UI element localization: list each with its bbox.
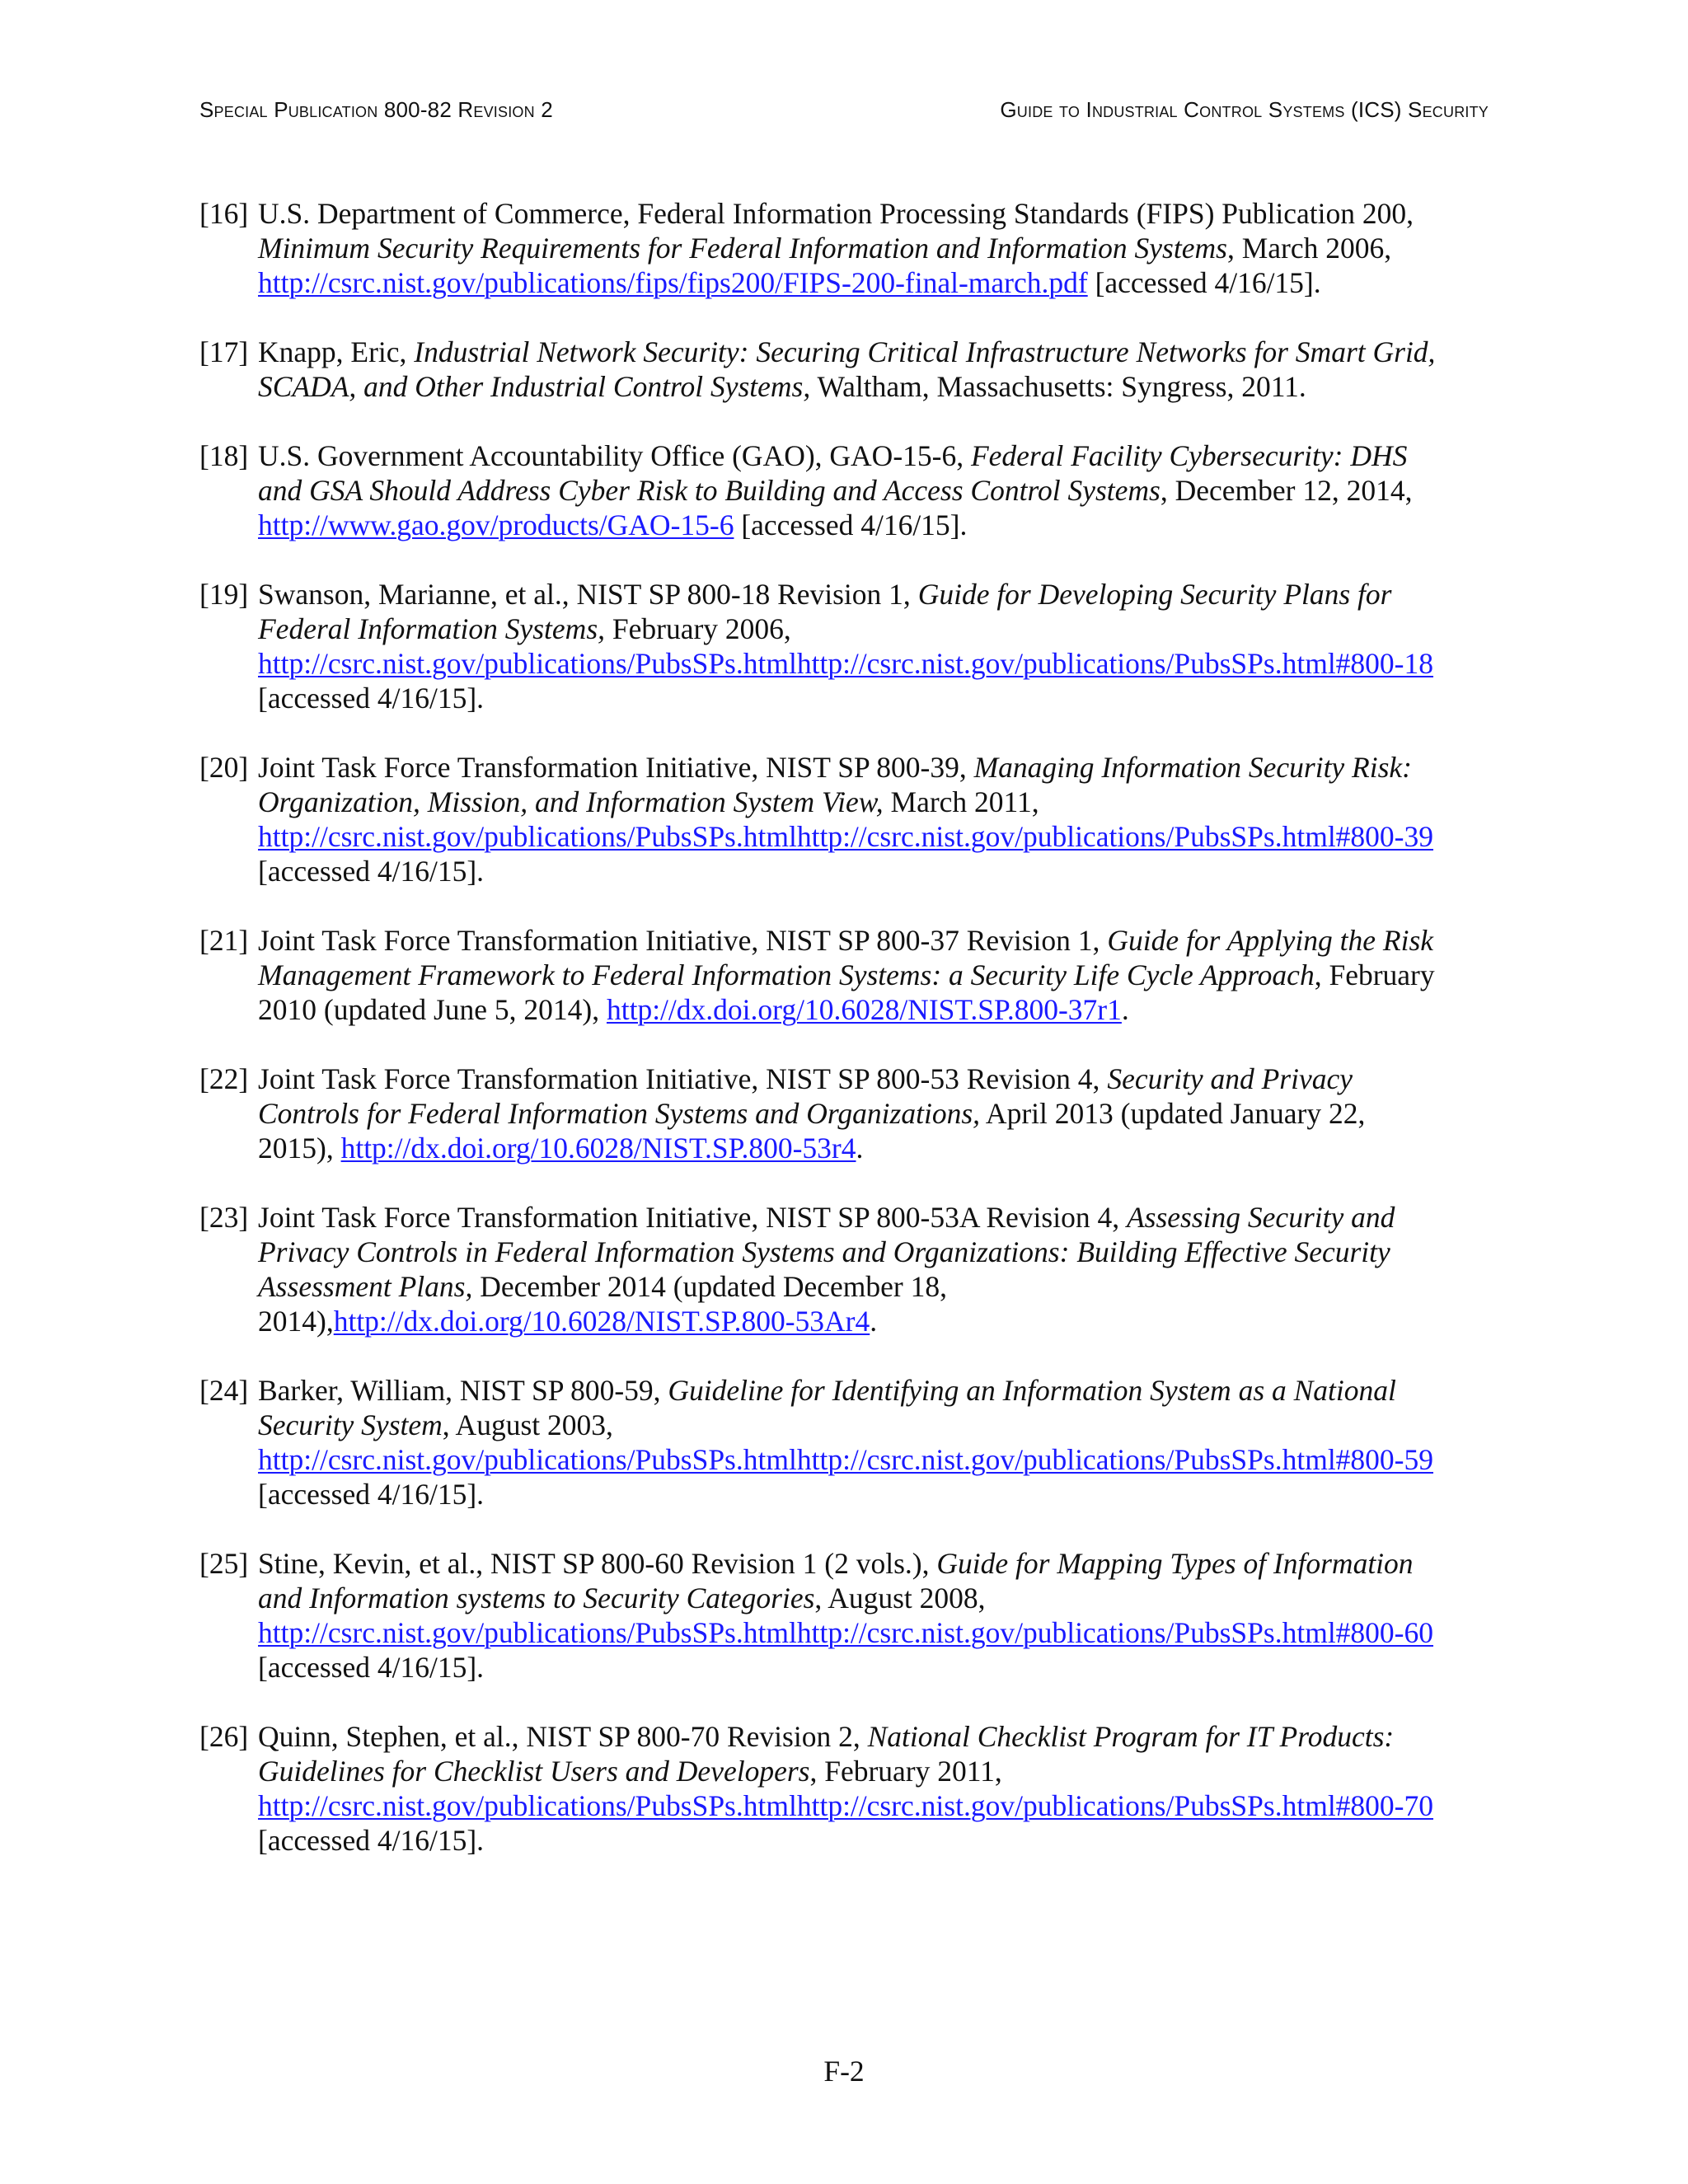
reference-line — [258, 1788, 1498, 1823]
reference-number: [25] — [199, 1547, 249, 1580]
reference-line — [258, 438, 1498, 473]
reference-list — [199, 196, 1498, 1892]
reference-url-link[interactable]: http://csrc.nist.gov/publications/PubsSPs.htmlhttp://csrc.nist.gov/publications/PubsSPs.html#800-39 — [258, 820, 1433, 853]
reference-segment: , August 2003, — [442, 1408, 613, 1441]
reference-title: Controls for Federal Information Systems and Organizations, — [258, 1097, 981, 1130]
reference-url-link[interactable]: http://csrc.nist.gov/publications/PubsSPs.htmlhttp://csrc.nist.gov/publications/PubsSPs.html#800-18 — [258, 647, 1433, 680]
reference-segment: February 2006, — [605, 612, 791, 645]
reference-text — [258, 438, 1498, 542]
reference-segment: . — [870, 1305, 878, 1338]
reference-url-link[interactable]: http://csrc.nist.gov/publications/PubsSPs.htmlhttp://csrc.nist.gov/publications/PubsSPs.html#800-70 — [258, 1789, 1433, 1822]
reference-segment: Joint Task Force Transformation Initiative, NIST SP 800-53A Revision 4, — [258, 1201, 1127, 1234]
reference-title: Guide for Applying the Risk — [1107, 924, 1434, 957]
reference-title: Minimum Security Requirements for Federal Information and Information Systems — [258, 232, 1227, 265]
header-publication-title: Special Publication 800-82 Revision 2 — [199, 97, 553, 122]
reference-number: [22] — [199, 1062, 249, 1095]
reference-title: Privacy Controls in Federal Information Systems and Organizations: Building Effective Security — [258, 1235, 1390, 1268]
reference-segment: [accessed 4/16/15]. — [258, 682, 485, 715]
running-header — [199, 97, 1489, 123]
reference-item — [199, 1719, 1498, 1858]
reference-url-link[interactable]: http://csrc.nist.gov/publications/fips/fips200/FIPS-200-final-march.pdf — [258, 266, 1088, 299]
reference-line — [258, 1200, 1498, 1235]
reference-segment: Joint Task Force Transformation Initiative, NIST SP 800-53 Revision 4, — [258, 1062, 1108, 1095]
reference-line — [258, 1373, 1498, 1408]
page-number: F-2 — [823, 2055, 865, 2088]
reference-title: Guide for Developing Security Plans for — [917, 578, 1392, 611]
reference-title: Guide for Mapping Types of Information — [936, 1547, 1414, 1580]
reference-number: [18] — [199, 439, 249, 472]
reference-line — [258, 646, 1498, 681]
reference-title: Assessing Security and — [1126, 1201, 1395, 1234]
reference-line — [258, 1096, 1498, 1131]
reference-url-link[interactable]: http://dx.doi.org/10.6028/NIST.SP.800-53Ar4 — [333, 1305, 870, 1338]
reference-segment: Barker, William, NIST SP 800-59, — [258, 1374, 668, 1407]
reference-title: National Checklist Program for IT Products: — [867, 1720, 1395, 1753]
reference-segment: Swanson, Marianne, et al., NIST SP 800-18 Revision 1, — [258, 578, 918, 611]
reference-number: [19] — [199, 578, 249, 611]
reference-segment: Quinn, Stephen, et al., NIST SP 800-70 Revision 2, — [258, 1720, 868, 1753]
reference-item — [199, 750, 1498, 888]
reference-line — [258, 369, 1498, 404]
reference-title: and GSA Should Address Cyber Risk to Building and Access Control Systems — [258, 474, 1160, 507]
reference-line — [258, 1131, 1498, 1165]
reference-title: Guideline for Identifying an Information System as a National — [668, 1374, 1396, 1407]
reference-segment: U.S. Government Accountability Office (GAO), GAO-15-6, — [258, 439, 971, 472]
reference-item — [199, 438, 1498, 542]
reference-line — [258, 681, 1498, 715]
reference-segment: , August 2008, — [814, 1582, 986, 1615]
reference-title: Managing Information Security Risk: — [973, 751, 1413, 784]
reference-url-link[interactable]: http://dx.doi.org/10.6028/NIST.SP.800-53r4 — [340, 1132, 856, 1165]
reference-segment: , December 12, 2014, — [1160, 474, 1413, 507]
reference-line — [258, 1062, 1498, 1096]
reference-line — [258, 854, 1498, 888]
reference-url-link[interactable]: http://www.gao.gov/products/GAO-15-6 — [258, 509, 734, 541]
reference-number: [17] — [199, 335, 249, 368]
reference-segment: [accessed 4/16/15]. — [734, 509, 968, 541]
reference-line — [258, 1235, 1498, 1269]
reference-segment: . — [1121, 993, 1129, 1026]
reference-url-link[interactable]: http://dx.doi.org/10.6028/NIST.SP.800-37r1 — [606, 993, 1122, 1026]
reference-line — [258, 577, 1498, 612]
reference-line — [258, 508, 1498, 542]
reference-url-link[interactable]: http://csrc.nist.gov/publications/PubsSPs.htmlhttp://csrc.nist.gov/publications/PubsSPs.html#800-59 — [258, 1443, 1433, 1476]
reference-segment: Joint Task Force Transformation Initiative, NIST SP 800-37 Revision 1, — [258, 924, 1108, 957]
reference-line — [258, 1408, 1498, 1442]
page-footer — [0, 2054, 1688, 2088]
reference-segment: , March 2006, — [1226, 232, 1392, 265]
reference-line — [258, 335, 1498, 369]
reference-segment: March 2011, — [883, 785, 1039, 818]
reference-url-link[interactable]: http://csrc.nist.gov/publications/PubsSPs.htmlhttp://csrc.nist.gov/publications/PubsSPs.html#800-60 — [258, 1616, 1433, 1649]
reference-line — [258, 1719, 1498, 1754]
reference-line — [258, 992, 1498, 1027]
reference-line — [258, 1581, 1498, 1615]
reference-text — [258, 1200, 1498, 1338]
reference-segment: [accessed 4/16/15]. — [1087, 266, 1321, 299]
reference-item — [199, 1373, 1498, 1511]
reference-number: [24] — [199, 1374, 249, 1407]
reference-item — [199, 577, 1498, 715]
reference-line — [258, 1754, 1498, 1788]
reference-segment: [accessed 4/16/15]. — [258, 1478, 485, 1511]
reference-line — [258, 923, 1498, 958]
reference-segment: Joint Task Force Transformation Initiative, NIST SP 800-39, — [258, 751, 974, 784]
reference-segment: 2014), — [258, 1305, 334, 1338]
reference-segment: U.S. Department of Commerce, Federal Information Processing Standards (FIPS) Publication 200, — [258, 197, 1414, 230]
reference-line — [258, 196, 1498, 231]
reference-segment: Knapp, Eric, — [258, 335, 415, 368]
reference-segment: April 2013 (updated January 22, — [980, 1097, 1366, 1130]
reference-segment: , February — [1314, 958, 1435, 991]
reference-line — [258, 1477, 1498, 1511]
reference-line — [258, 819, 1498, 854]
reference-text — [258, 1373, 1498, 1511]
reference-item — [199, 1062, 1498, 1165]
reference-line — [258, 1650, 1498, 1685]
reference-line — [258, 1269, 1498, 1304]
reference-line — [258, 1615, 1498, 1650]
reference-title: and Information systems to Security Categories — [258, 1582, 815, 1615]
reference-text — [258, 1546, 1498, 1685]
reference-line — [258, 473, 1498, 508]
reference-line — [258, 1546, 1498, 1581]
reference-title: Management Framework to Federal Information Systems: a Security Life Cycle Approach — [258, 958, 1315, 991]
reference-text — [258, 577, 1498, 715]
reference-title: Security System — [258, 1408, 443, 1441]
reference-text — [258, 196, 1498, 300]
reference-segment: 2015), — [258, 1132, 341, 1165]
reference-item — [199, 196, 1498, 300]
reference-line — [258, 265, 1498, 300]
reference-item — [199, 923, 1498, 1027]
reference-title: Federal Facility Cybersecurity: DHS — [970, 439, 1408, 472]
reference-segment: Waltham, Massachusetts: Syngress, 2011. — [810, 370, 1306, 403]
reference-title: Federal Information Systems, — [258, 612, 606, 645]
reference-number: [20] — [199, 751, 249, 784]
reference-title: Organization, Mission, and Information System View, — [258, 785, 884, 818]
reference-text — [258, 923, 1498, 1027]
reference-line — [258, 612, 1498, 646]
reference-line — [258, 1442, 1498, 1477]
reference-segment: [accessed 4/16/15]. — [258, 1824, 485, 1857]
reference-item — [199, 1200, 1498, 1338]
reference-line — [258, 231, 1498, 265]
reference-segment: 2010 (updated June 5, 2014), — [258, 993, 607, 1026]
reference-text — [258, 1062, 1498, 1165]
reference-text — [258, 335, 1498, 404]
reference-number: [23] — [199, 1201, 249, 1234]
reference-segment: , February 2011, — [809, 1755, 1002, 1788]
reference-number: [16] — [199, 197, 249, 230]
reference-segment: . — [856, 1132, 864, 1165]
reference-title: Guidelines for Checklist Users and Developers — [258, 1755, 810, 1788]
reference-item — [199, 1546, 1498, 1685]
reference-number: [26] — [199, 1720, 249, 1753]
reference-line — [258, 750, 1498, 785]
reference-title: SCADA, and Other Industrial Control Systems, — [258, 370, 811, 403]
reference-number: [21] — [199, 924, 249, 957]
reference-text — [258, 750, 1498, 888]
reference-title: Industrial Network Security: Securing Critical Infrastructure Networks for Smart Grid, — [414, 335, 1436, 368]
reference-item — [199, 335, 1498, 404]
reference-title: Security and Privacy — [1107, 1062, 1353, 1095]
header-document-title: Guide to Industrial Control Systems (ICS) Security — [1000, 97, 1489, 122]
reference-text — [258, 1719, 1498, 1858]
reference-line — [258, 958, 1498, 992]
reference-segment: [accessed 4/16/15]. — [258, 855, 485, 888]
reference-title: Assessment Plans, — [258, 1270, 473, 1303]
reference-line — [258, 1304, 1498, 1338]
reference-segment: [accessed 4/16/15]. — [258, 1651, 485, 1684]
reference-line — [258, 1823, 1498, 1858]
reference-segment: Stine, Kevin, et al., NIST SP 800-60 Revision 1 (2 vols.), — [258, 1547, 937, 1580]
reference-line — [258, 785, 1498, 819]
reference-segment: December 2014 (updated December 18, — [472, 1270, 947, 1303]
